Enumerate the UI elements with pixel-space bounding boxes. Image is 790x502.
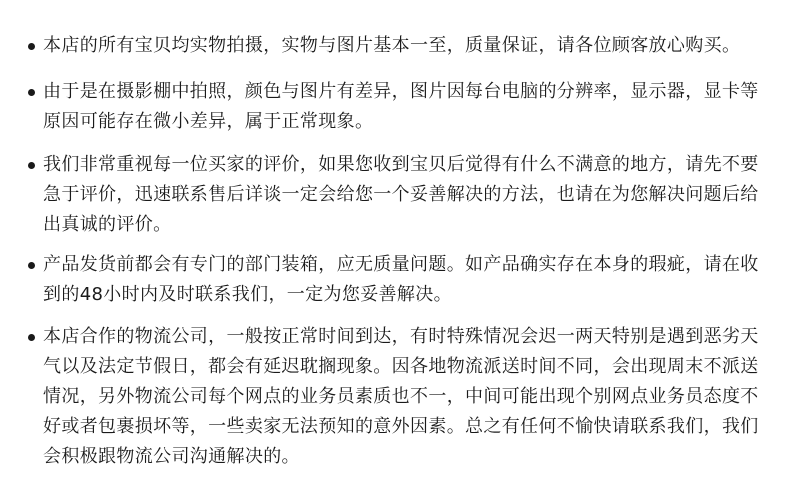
notice-text: 产品发货前都会有专门的部门装箱，应无质量问题。如产品确实存在本身的瑕疵，请在收到的48小时内及时联系我们，一定为您妥善解决。 bbox=[43, 254, 759, 305]
bullet-icon bbox=[28, 334, 35, 341]
notice-text: 本店合作的物流公司，一般按正常时间到达，有时特殊情况会迟一两天特别是遇到恶劣天气以及法定节假日，都会有延迟耽搁现象。因各地物流派送时间不同，会出现周末不派送情况，另外物流公司每个网点的业务员素质也不一，中间可能出现个别网点业务员态度不好或者包裹损坏等，一些卖家无法预知的意外因素。总之有任何不愉快请联系我们，我们会积极跟物流公司沟通解决的。 bbox=[43, 326, 759, 467]
notice-text: 由于是在摄影棚中拍照，颜色与图片有差异，图片因每台电脑的分辨率，显示器，显卡等原因可能存在微小差异，属于正常现象。 bbox=[43, 81, 759, 132]
notice-text: 我们非常重视每一位买家的评价，如果您收到宝贝后觉得有什么不满意的地方，请先不要急于评价，迅速联系售后详谈一定会给您一个妥善解决的方法，也请在为您解决问题后给出真诚的评价。 bbox=[43, 154, 759, 235]
bullet-icon bbox=[28, 162, 35, 169]
notice-text: 本店的所有宝贝均实物拍摄，实物与图片基本一至，质量保证，请各位顾客放心购买。 bbox=[43, 35, 741, 56]
bullet-icon bbox=[28, 89, 35, 96]
bullet-icon bbox=[28, 43, 35, 50]
bullet-icon bbox=[28, 262, 35, 269]
